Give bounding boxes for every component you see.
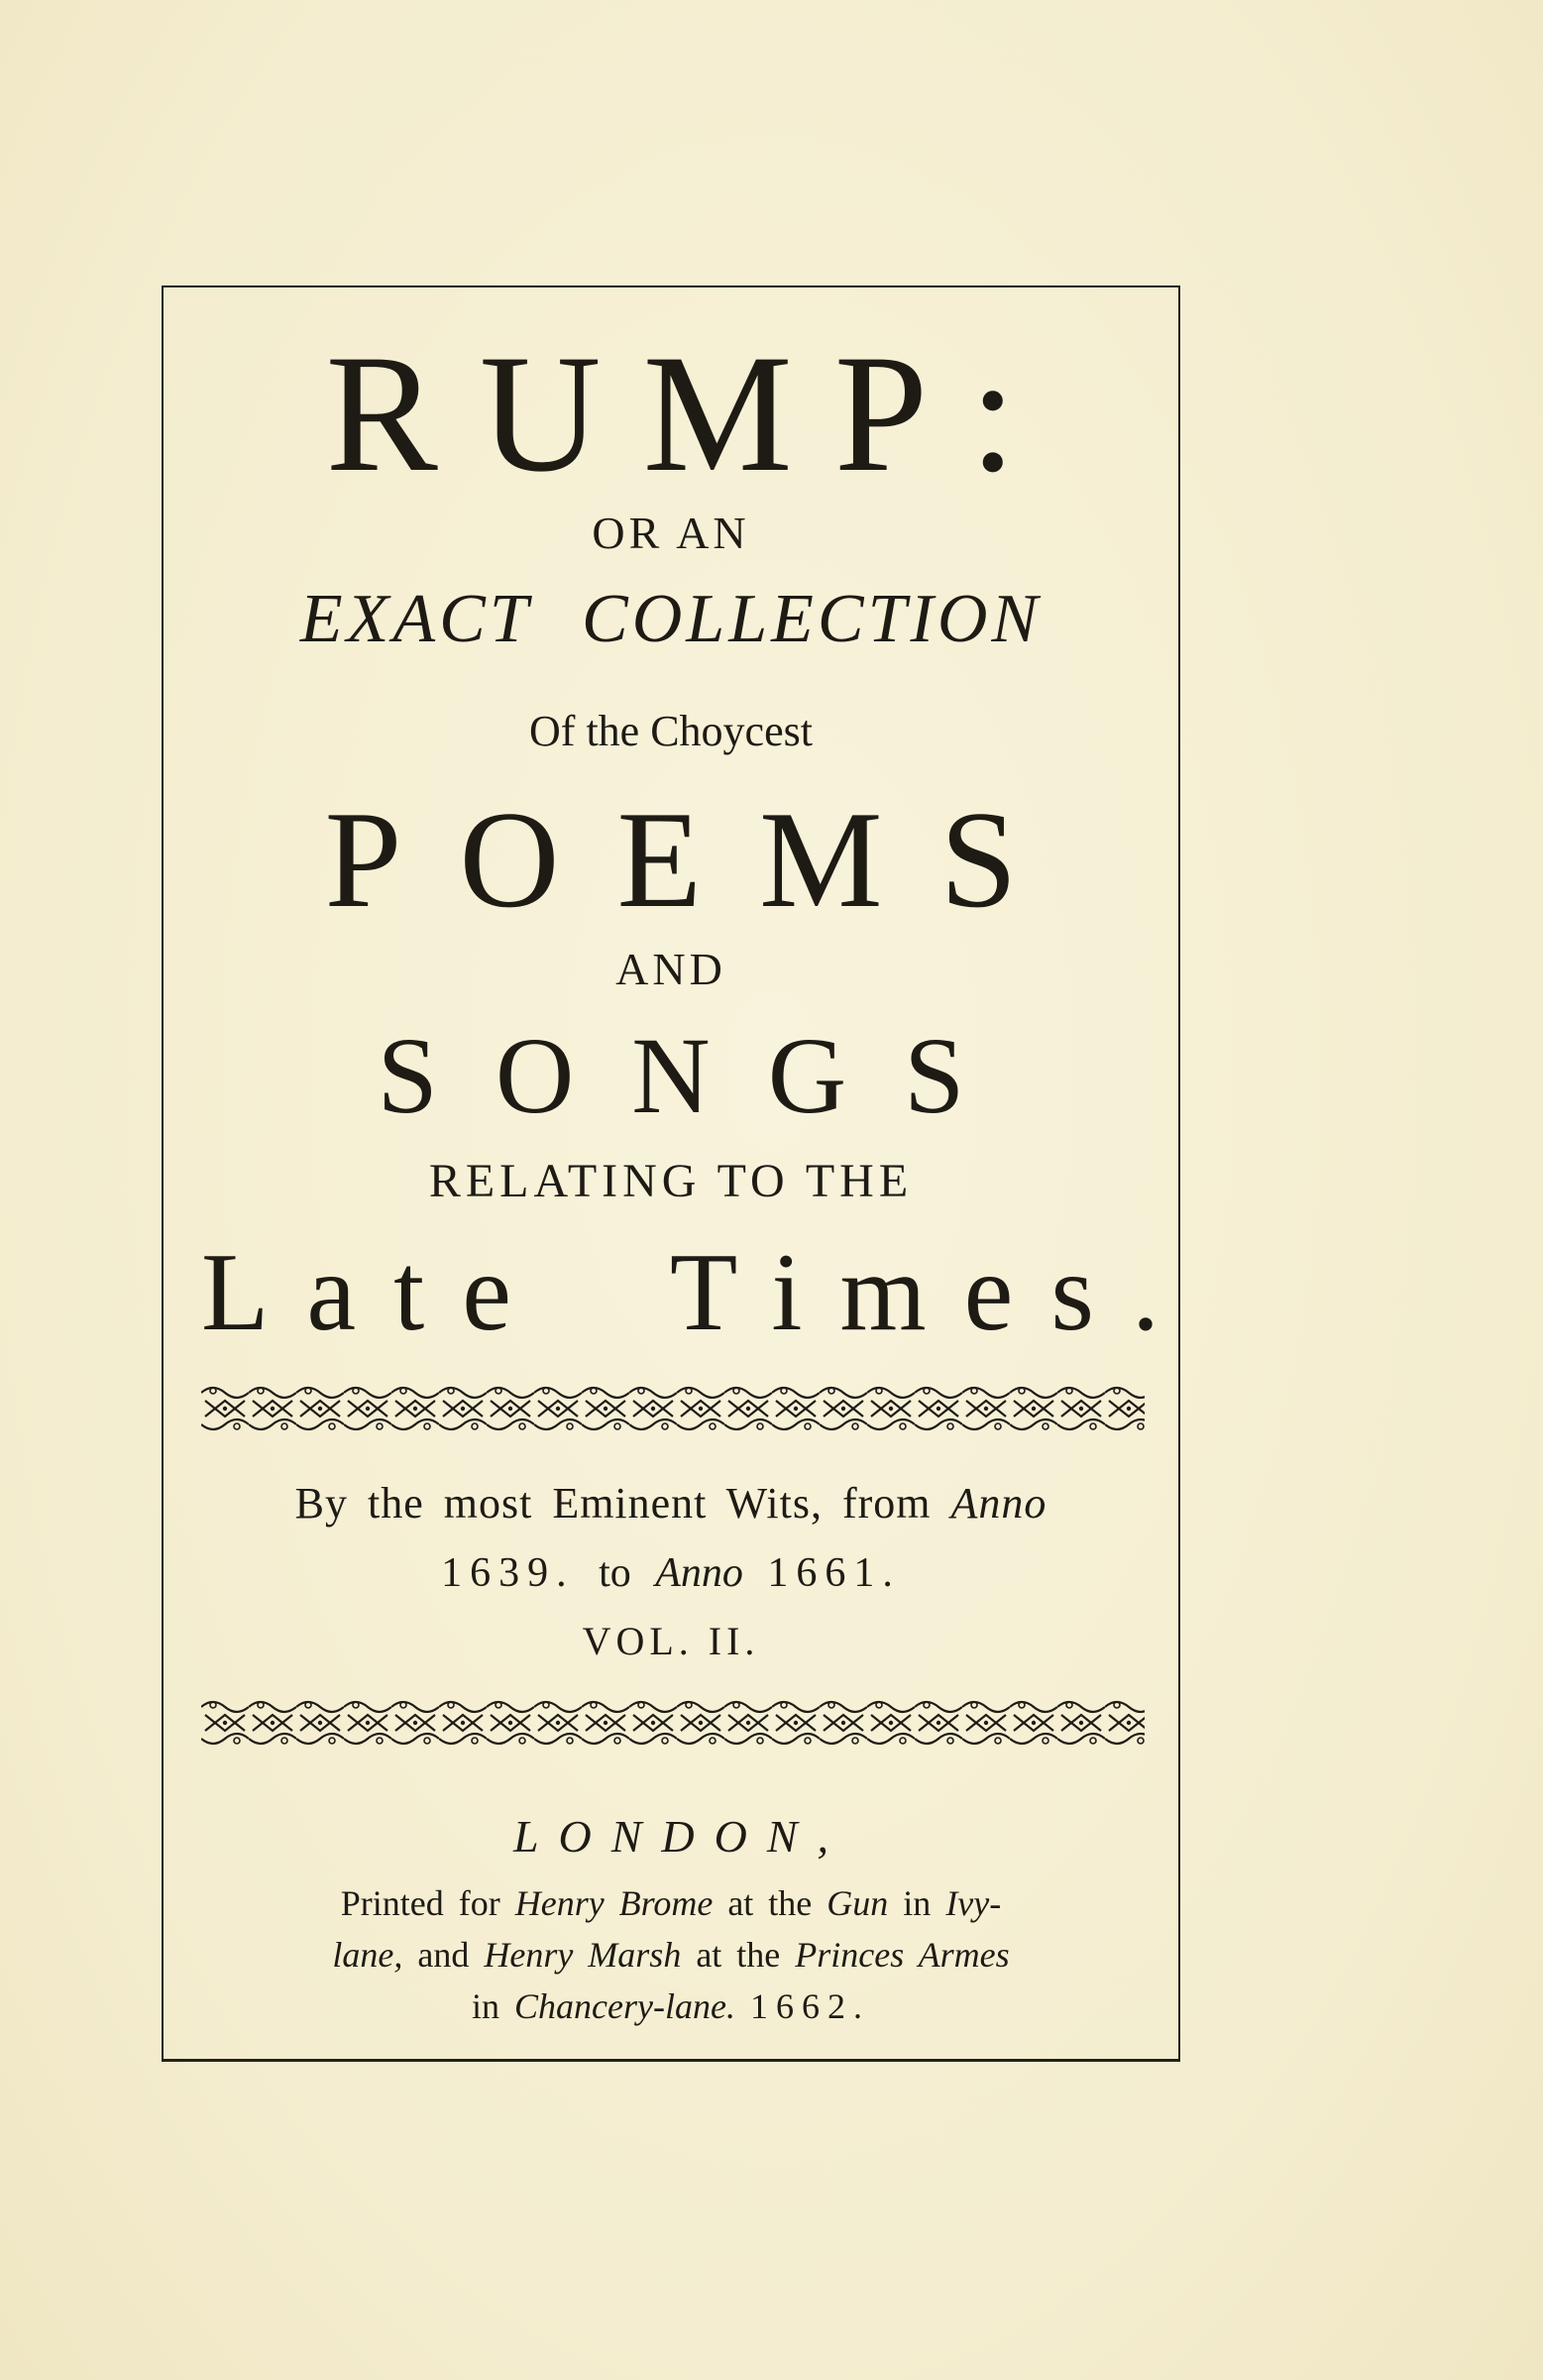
poems-heading: POEMS [324, 783, 1075, 937]
printer-name-1: Henry Brome [514, 1883, 714, 1923]
imprint-line-3 [164, 1988, 1178, 2024]
street-name-1a: Ivy- [945, 1883, 1002, 1923]
start-year: 1639. [441, 1550, 575, 1596]
anno-italic-2: Anno [655, 1550, 743, 1596]
of-the-choycest-text: Of the Choycest [529, 707, 813, 755]
at-the-text-2: at the [696, 1935, 781, 1975]
imprint-city: LONDON, [512, 1811, 849, 1862]
and-text-imprint: and [417, 1935, 470, 1975]
printer-name-2: Henry Marsh [484, 1935, 682, 1975]
end-year: 1661. [767, 1550, 901, 1596]
and-text: AND [615, 944, 726, 994]
in-text-1: in [903, 1883, 932, 1923]
at-the-text-1: at the [727, 1883, 813, 1923]
street-name-1b: lane, [332, 1935, 403, 1975]
shop-sign-2: Princes Armes [795, 1935, 1010, 1975]
relating-to-the-text: RELATING TO THE [428, 1155, 914, 1207]
printed-for-text: Printed for [340, 1883, 500, 1923]
exact-collection-heading: EXACT COLLECTION [299, 581, 1043, 657]
imprint-year: 1662. [749, 1986, 870, 2026]
volume-label: VOL. II. [582, 1619, 760, 1663]
authorship-line-2 [164, 1552, 1178, 1594]
to-text: to [599, 1550, 631, 1596]
authorship-text: By the most Eminent Wits, from [294, 1479, 932, 1528]
imprint-line-2 [164, 1937, 1178, 1973]
imprint-line-1 [164, 1885, 1178, 1921]
in-text-2: in [472, 1986, 500, 2026]
decorative-border-ornament-2 [201, 1697, 1145, 1749]
songs-heading: SONGS [377, 1015, 1023, 1136]
subtitle-or-an: OR AN [592, 508, 750, 558]
late-times-heading: Late Times. [201, 1231, 1197, 1354]
authorship-line-1 [164, 1479, 1178, 1528]
decorative-border-ornament [201, 1383, 1145, 1434]
shop-sign-1: Gun [827, 1883, 889, 1923]
title-page-frame [162, 285, 1197, 2062]
main-title: RUMP: [325, 320, 1058, 507]
street-name-2: Chancery-lane. [514, 1986, 735, 2026]
anno-italic: Anno [950, 1479, 1047, 1528]
